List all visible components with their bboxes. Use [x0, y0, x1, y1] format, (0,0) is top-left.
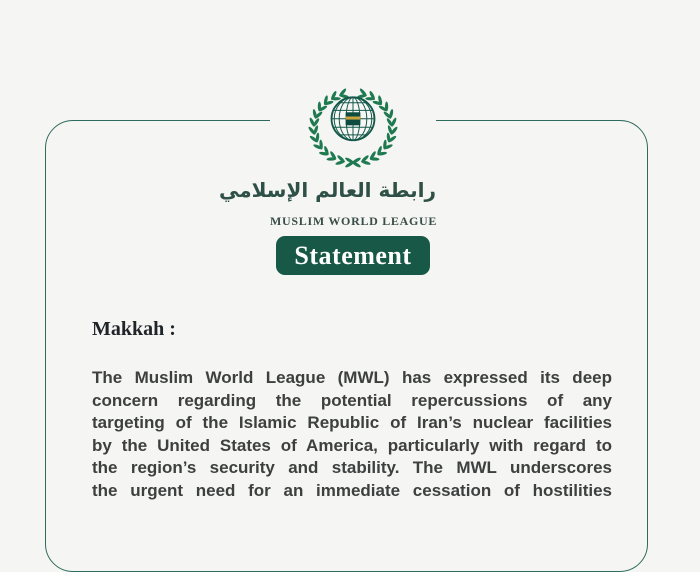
mwl-logo	[219, 88, 438, 275]
paragraph-line: the region’s security and stability. The MWL underscores	[92, 458, 612, 478]
statement-paragraph	[92, 367, 612, 503]
statement-badge	[276, 236, 430, 275]
statement-badge-label: Statement	[294, 240, 412, 270]
laurel-wreath-globe-kaaba-icon	[307, 88, 399, 168]
mwl-org-name: MUSLIM WORLD LEAGUE	[270, 214, 438, 228]
paragraph-line: concern regarding the potential repercussions of any	[92, 390, 612, 410]
paragraph-line: by the United States of America, particularly with regard to	[92, 435, 612, 455]
dateline: Makkah :	[92, 318, 176, 340]
paragraph-line: The Muslim World League (MWL) has expressed its deep	[92, 368, 612, 387]
paragraph-line: the urgent need for an immediate cessation of hostilities	[92, 480, 612, 500]
paragraph-line: targeting of the Islamic Republic of Iran’s nuclear facilities	[92, 413, 612, 433]
mwl-emblem	[270, 88, 436, 168]
mwl-arabic-name: رابطة العالم الإسلامي	[219, 178, 436, 202]
